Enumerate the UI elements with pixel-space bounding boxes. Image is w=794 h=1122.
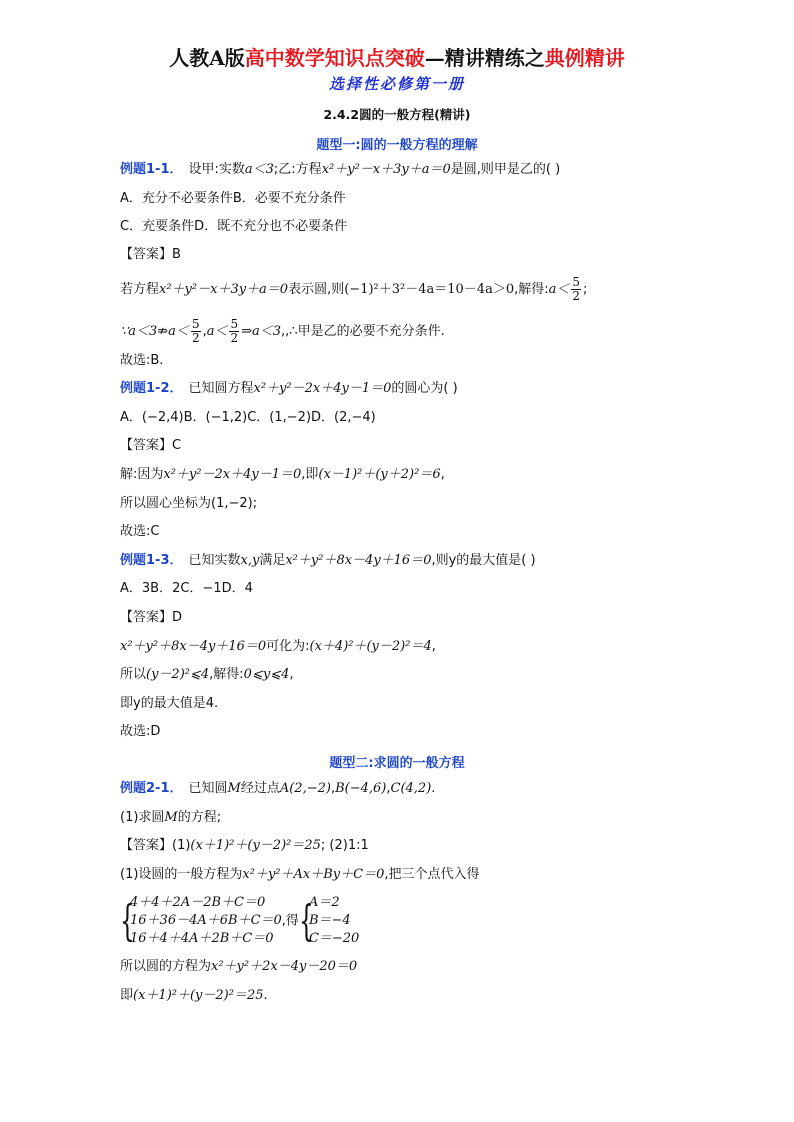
ex11-options-cd: C．充要条件D．既不充分也不必要条件 — [120, 219, 348, 234]
ex11-answer: 【答案】B — [120, 247, 181, 262]
ex11-stem: 例题1-1． 设甲:实数a＜3;乙:方程x²＋y²－x＋3y＋a＝0是圆,则甲是乙的( ) — [120, 162, 561, 177]
ex21-stem: 例题2-1． 已知圆M经过点A(2,−2),B(−4,6),C(4,2). — [120, 781, 436, 796]
fraction-five-halves: $\frac{5}{2}$ — [230, 317, 239, 345]
ex11-solution-line1: 若方程x²＋y²－x＋3y＋a＝0表示圆,则(−1)²＋3²－4a＝10－4a＞0,解得:a＜ $\frac{5}{2}$ ; — [120, 275, 588, 303]
system-right: { A＝2 B＝−4 C＝−20 — [298, 895, 360, 946]
type2-title: 题型二:求圆的一般方程 — [329, 756, 465, 771]
ex13-final: 故选:D — [120, 724, 161, 739]
ex21-solution-line1: (1)设圆的一般方程为x²＋y²＋Ax＋By＋C＝0,把三个点代入得 — [120, 867, 480, 882]
ex13-label: 例题1-3． — [120, 553, 183, 568]
ex21-solution-line3: 即(x＋1)²＋(y－2)²＝25. — [120, 988, 268, 1003]
ex13-stem: 例题1-3． 已知实数x,y满足x²＋y²＋8x－4y＋16＝0,则y的最大值是( ) — [120, 553, 536, 568]
ex13-answer: 【答案】D — [120, 610, 183, 625]
fraction-five-halves: $\frac{5}{2}$ — [572, 275, 581, 303]
ex13-solution-line1: x²＋y²＋8x－4y＋16＝0可化为:(x＋4)²＋(y－2)²＝4, — [120, 639, 436, 654]
type1-title: 题型一:圆的一般方程的理解 — [316, 138, 478, 153]
header-topic: 高中数学知识点突破 — [244, 46, 425, 70]
ex11-options-ab: A．充分不必要条件B．必要不充分条件 — [120, 191, 346, 206]
section-title: 2.4.2圆的一般方程(精讲) — [323, 107, 471, 122]
ex13-options: A．3B．2C．−1D．4 — [120, 581, 253, 596]
ex21-question1: (1)求圆M的方程; — [120, 810, 222, 825]
ex21-answer: 【答案】(1)(x＋1)²＋(y－2)²＝25; (2)1:1 — [120, 838, 369, 853]
header-series: 典例精讲 — [544, 46, 625, 70]
ex21-label: 例题2-1． — [120, 781, 183, 796]
ex12-stem: 例题1-2． 已知圆方程x²＋y²－2x＋4y－1＝0的圆心为( ) — [120, 381, 458, 396]
ex12-options: A．(−2,4)B．(−1,2)C．(1,−2)D．(2,−4) — [120, 410, 376, 425]
document-header — [0, 42, 794, 71]
fraction-five-halves: $\frac{5}{2}$ — [191, 317, 200, 345]
ex11-label: 例题1-1． — [120, 162, 183, 177]
ex12-final: 故选:C — [120, 524, 160, 539]
header-subtitle: 选择性必修第一册 — [328, 75, 465, 93]
ex21-equation-system: { 4＋4＋2A－2B＋C＝0 16＋36－4A＋6B＋C＝0 16＋4＋4A＋2B＋C＝0 ,得 { A＝2 B＝−4 C＝−20 — [120, 895, 360, 946]
ex12-answer: 【答案】C — [120, 438, 182, 453]
header-connector: —精讲精练之 — [424, 46, 545, 70]
ex11-final: 故选:B. — [120, 353, 164, 368]
ex13-solution-line3: 即y的最大值是4. — [120, 696, 219, 711]
ex12-label: 例题1-2． — [120, 381, 183, 396]
ex12-solution-line2: 所以圆心坐标为(1,−2); — [120, 496, 258, 511]
ex21-solution-line2: 所以圆的方程为x²＋y²＋2x－4y－20＝0 — [120, 959, 358, 974]
ex13-solution-line2: 所以(y－2)²⩽4,解得:0⩽y⩽4, — [120, 667, 294, 682]
system-left: { 4＋4＋2A－2B＋C＝0 16＋36－4A＋6B＋C＝0 16＋4＋4A＋2B＋C＝0 — [120, 895, 282, 946]
header-publisher: 人教A版 — [169, 46, 245, 70]
ex12-solution-line1: 解:因为x²＋y²－2x＋4y－1＝0,即(x－1)²＋(y＋2)²＝6, — [120, 467, 445, 482]
ex11-solution-line2: ∵a＜3⇏a＜ $\frac{5}{2}$ ,a＜ $\frac{5}{2}$ ⇒a＜3,,∴甲是乙的必要不充分条件. — [120, 317, 445, 345]
